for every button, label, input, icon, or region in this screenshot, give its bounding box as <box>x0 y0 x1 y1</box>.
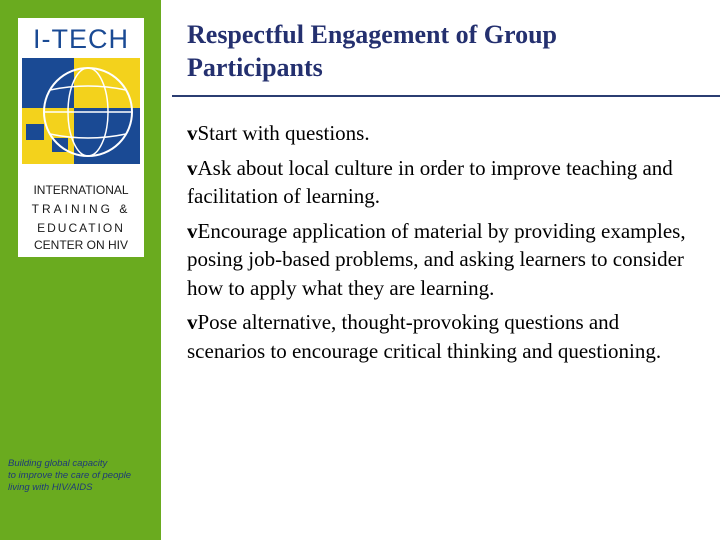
logo-line-4: CENTER ON HIV <box>33 238 128 252</box>
title-divider <box>172 95 720 97</box>
tagline-line-2: to improve the care of people <box>8 470 132 481</box>
tagline-line-1: Building global capacity <box>8 458 108 469</box>
bullet-marker-icon: v <box>187 218 198 243</box>
sidebar <box>0 0 161 540</box>
bullet-item <box>187 217 697 303</box>
bullet-item <box>187 119 697 148</box>
tagline-line-3: living with HIV/AIDS <box>8 482 93 493</box>
bullet-text: Pose alternative, thought-provoking questions and scenarios to encourage critical thinking and questioning. <box>187 310 662 363</box>
bullet-list <box>187 119 697 371</box>
bullet-marker-icon: v <box>187 310 198 334</box>
bullet-marker-icon: v <box>187 121 198 145</box>
logo-line-1: INTERNATIONAL <box>33 183 129 197</box>
bullet-marker-icon: v <box>187 155 198 180</box>
bullet-item <box>187 154 697 211</box>
bullet-text: Ask about local culture in order to improve teaching and facilitation of learning. <box>187 155 673 208</box>
itech-logo <box>18 18 144 257</box>
logo-line-3: EDUCATION <box>37 221 125 235</box>
logo-line-2: TRAINING & <box>31 202 131 216</box>
bullet-text: Encourage application of material by providing examples, posing job-based problems, and asking learners to consider how to apply what they are learning. <box>187 218 686 300</box>
bullet-text: Start with questions. <box>197 121 370 145</box>
slide-title: Respectful Engagement of Group Participants <box>187 20 558 82</box>
globe-icon <box>22 58 140 164</box>
tagline <box>8 458 158 494</box>
bullet-item <box>187 308 697 365</box>
logo-wordmark: I-TECH <box>33 24 129 54</box>
